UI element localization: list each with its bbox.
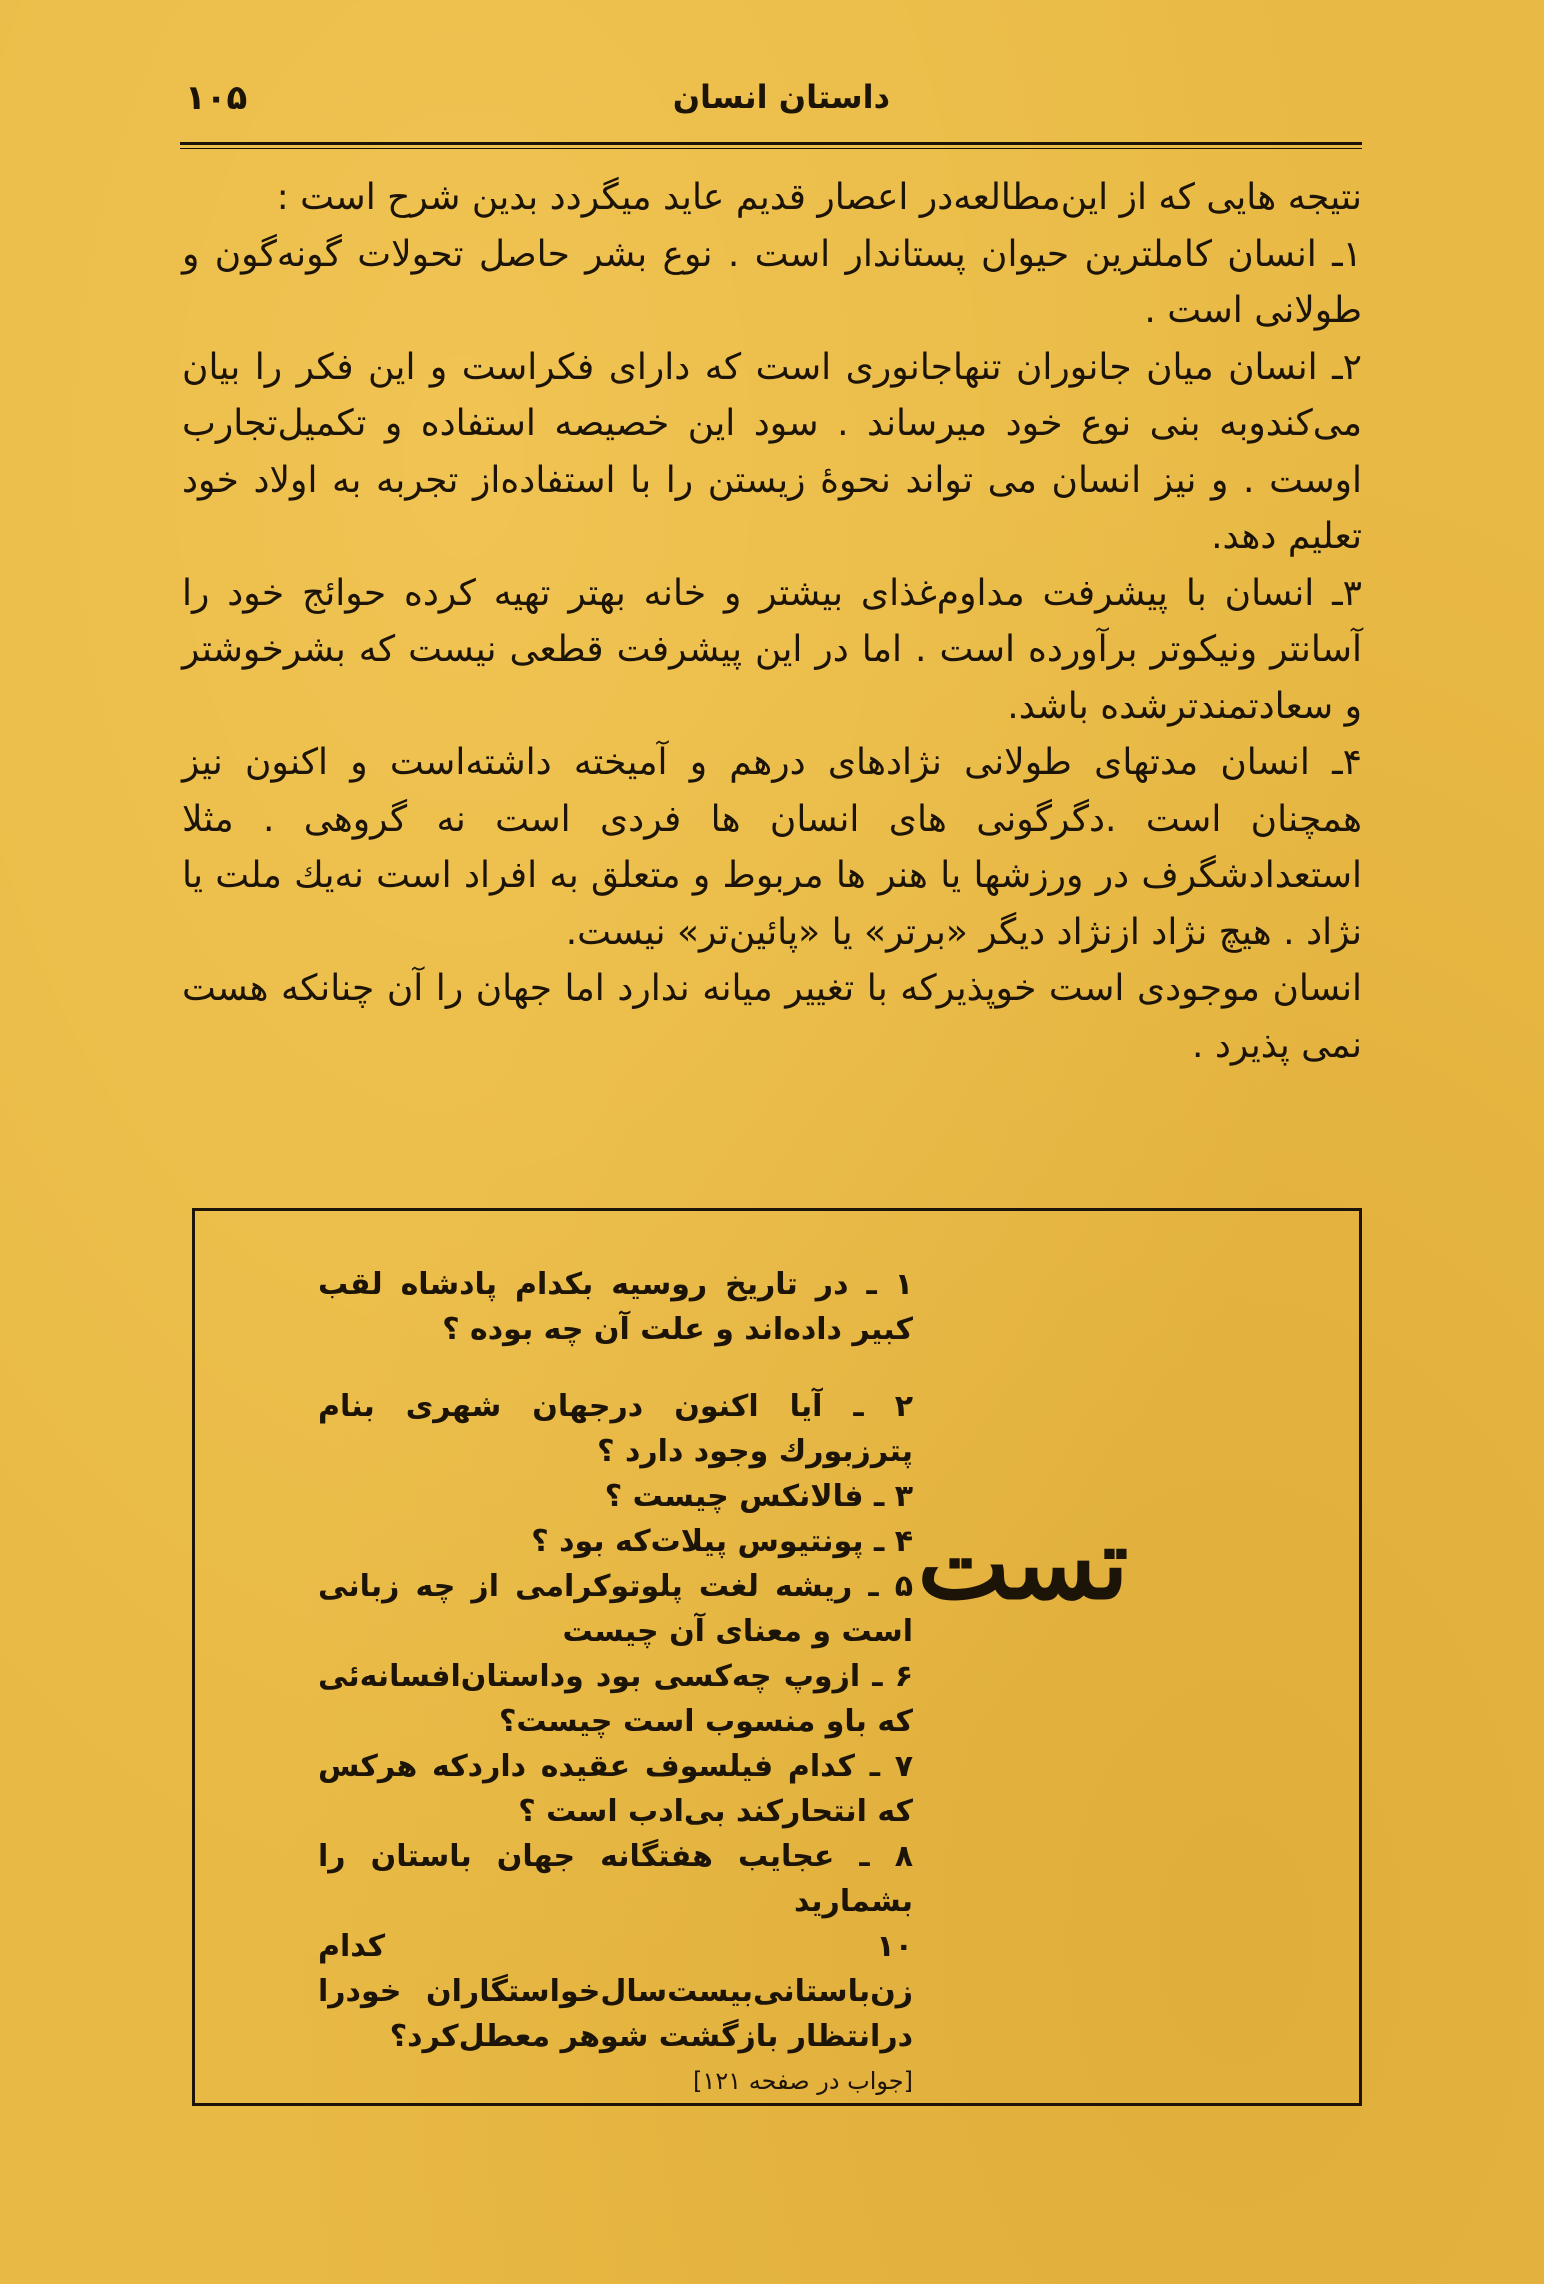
paragraph-4: ۴ـ انسان مدتهای طولانی نژادهای درهم و آمیخته داشته‌است و اکنون نیز همچنان است .دگرگونی های انسان ها فردی است نه گروهی . مثلا استعدادشگرف در ورزشها یا هنر ها مربوط و متعلق به افراد است نه‌یك ملت یا نژاد . هیچ نژاد ازنژاد دیگر «برتر» یا «پائین‌تر» نیست. <box>182 742 1362 953</box>
page-number: ۱۰۵ <box>185 78 248 118</box>
test-questions <box>318 1262 913 2099</box>
question-7: ۷ ـ کدام فیلسوف عقیده داردکه هرکس که انتحارکند بی‌ادب است ؟ <box>318 1749 913 1829</box>
question-10: ۱۰ کدام زن‌باستانی‌بیست‌سال‌خواستگاران خودرا درانتظار بازگشت شوهر معطل‌کرد؟ <box>318 1929 913 2054</box>
paragraph-intro: نتیجه هایی که از این‌مطالعه‌در اعصار قدیم عاید میگردد بدین شرح است : <box>276 177 1362 218</box>
question-4: ۴ ـ پونتیوس پیلات‌که بود ؟ <box>531 1524 913 1559</box>
test-title: تست <box>917 1507 1129 1622</box>
running-title: داستان انسان <box>672 78 890 116</box>
paragraph-2: ۲ـ انسان میان جانوران تنهاجانوری است که دارای فکراست و این فکر را بیان می‌کندوبه بنی نوع خود میرساند . سود این خصیصه استفاده و تکمیل‌تجارب اوست . و نیز انسان می تواند نحوهٔ زیستن را با استفاده‌از تجربه به اولاد خود تعلیم دهد. <box>182 346 1362 557</box>
question-2: ۲ ـ آیا اکنون درجهان شهری بنام پترزبورك وجود دارد ؟ <box>318 1389 913 1469</box>
page-header <box>185 78 1360 138</box>
answer-note: [جواب در صفحه ۱۲۱] <box>693 2067 913 2095</box>
paragraph-3: ۳ـ انسان با پیشرفت مداوم‌غذای بیشتر و خانه بهتر تهیه کرده حوائج خود را آسانتر ونیکوتر برآورده است . اما در این پیشرفت قطعی نیست که بشرخوشتر و سعادتمندترشده باشد. <box>182 572 1362 727</box>
body-text <box>182 170 1362 1074</box>
question-1: ۱ ـ در تاریخ روسیه بکدام پادشاه لقب کبیر داده‌اند و علت آن چه بوده ؟ <box>318 1267 913 1347</box>
question-5: ۵ ـ ریشه لغت پلوتوکرامی از چه زبانی است و معنای آن چیست <box>318 1569 913 1649</box>
paragraph-1: ۱ـ انسان کاملترین حیوان پستاندار است . نوع بشر حاصل تحولات گونه‌گون و طولانی است . <box>182 233 1362 331</box>
paragraph-conclusion: انسان موجودی است خوپذیرکه با تغییر میانه ندارد اما جهان را آن چنانکه هست نمی پذیرد . <box>182 968 1362 1066</box>
question-3: ۳ ـ فالانکس چیست ؟ <box>604 1479 913 1514</box>
question-6: ۶ ـ ازوپ چه‌کسی بود وداستان‌افسانه‌ئی که باو منسوب است چیست؟ <box>318 1659 913 1739</box>
question-8: ۸ ـ عجایب هفتگانه جهان باستان را بشمارید <box>318 1839 913 1919</box>
header-rule <box>180 142 1362 149</box>
